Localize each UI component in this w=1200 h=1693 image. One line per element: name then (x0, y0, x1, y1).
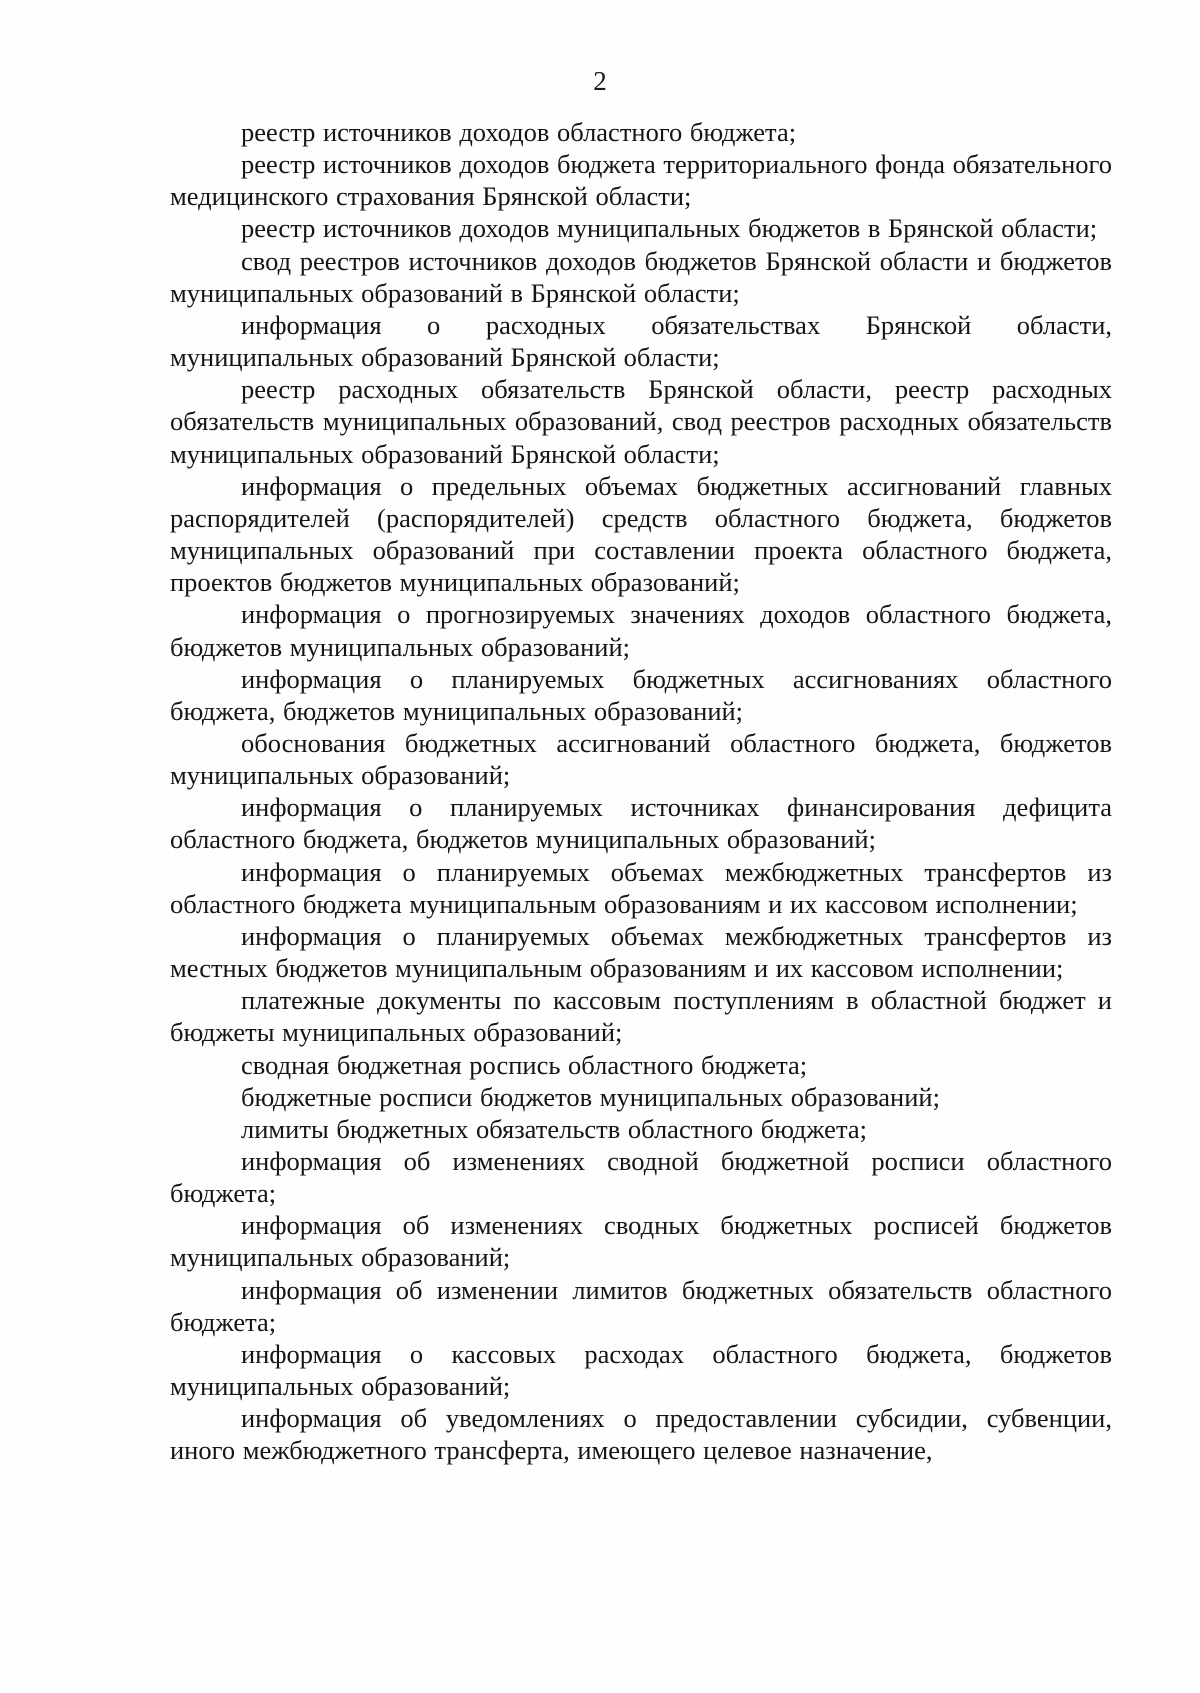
paragraph: информация о предельных объемах бюджетных ассигнований главных распорядителей (распорядителей) средств областного бюджета, бюджетов муниципальных образований при составлении проекта областного бюджета, проектов бюджетов муниципальных образований; (170, 470, 1112, 598)
paragraph: информация о планируемых источниках финансирования дефицита областного бюджета, бюджетов муниципальных образований; (170, 792, 1112, 855)
paragraph: реестр расходных обязательств Брянской области, реестр расходных обязательств муниципальных образований, свод реестров расходных обязательств муниципальных образований Брянской области; (170, 374, 1112, 469)
paragraph: реестр источников доходов бюджета территориального фонда обязательного медицинского страхования Брянской области; (170, 149, 1113, 212)
paragraph: реестр источников доходов областного бюджета; (241, 117, 797, 147)
paragraph: информация об изменении лимитов бюджетных обязательств областного бюджета; (170, 1274, 1112, 1337)
paragraph: реестр источников доходов муниципальных бюджетов в Брянской области; (241, 213, 1098, 244)
paragraph: информация о планируемых объемах межбюджетных трансфертов из местных бюджетов муниципальным образованиям и их кассовом исполнении; (170, 920, 1112, 984)
page-number: 2 (593, 66, 607, 96)
paragraph: обоснования бюджетных ассигнований областного бюджета, бюджетов муниципальных образований; (170, 727, 1112, 791)
paragraph: информация о расходных обязательствах Брянской области, муниципальных образований Брянской области; (170, 309, 1112, 373)
paragraph: бюджетные росписи бюджетов муниципальных образований; (241, 1081, 940, 1112)
paragraph: информация о прогнозируемых значениях доходов областного бюджета, бюджетов муниципальных образований; (170, 599, 1112, 662)
paragraph: информация о планируемых бюджетных ассигнованиях областного бюджета, бюджетов муниципальных образований; (170, 663, 1112, 726)
paragraph: информация о кассовых расходах областного бюджета, бюджетов муниципальных образований; (170, 1338, 1112, 1402)
document-body (170, 116, 1112, 1467)
paragraph: информация об изменениях сводных бюджетных росписей бюджетов муниципальных образований; (170, 1210, 1112, 1273)
paragraph: лимиты бюджетных обязательств областного бюджета; (241, 1113, 867, 1144)
paragraph: сводная бюджетная роспись областного бюджета; (241, 1049, 808, 1080)
paragraph: свод реестров источников доходов бюджетов Брянской области и бюджетов муниципальных образований в Брянской области; (170, 245, 1112, 308)
paragraph: платежные документы по кассовым поступлениям в областной бюджет и бюджеты муниципальных образований; (170, 985, 1112, 1048)
paragraph: информация об изменениях сводной бюджетной росписи областного бюджета; (170, 1146, 1112, 1209)
paragraph: информация об уведомлениях о предоставлении субсидии, субвенции, иного межбюджетного трансферта, имеющего целевое назначение, (170, 1403, 1112, 1466)
paragraph: информация о планируемых объемах межбюджетных трансфертов из областного бюджета муниципальным образованиям и их кассовом исполнении; (170, 856, 1112, 919)
